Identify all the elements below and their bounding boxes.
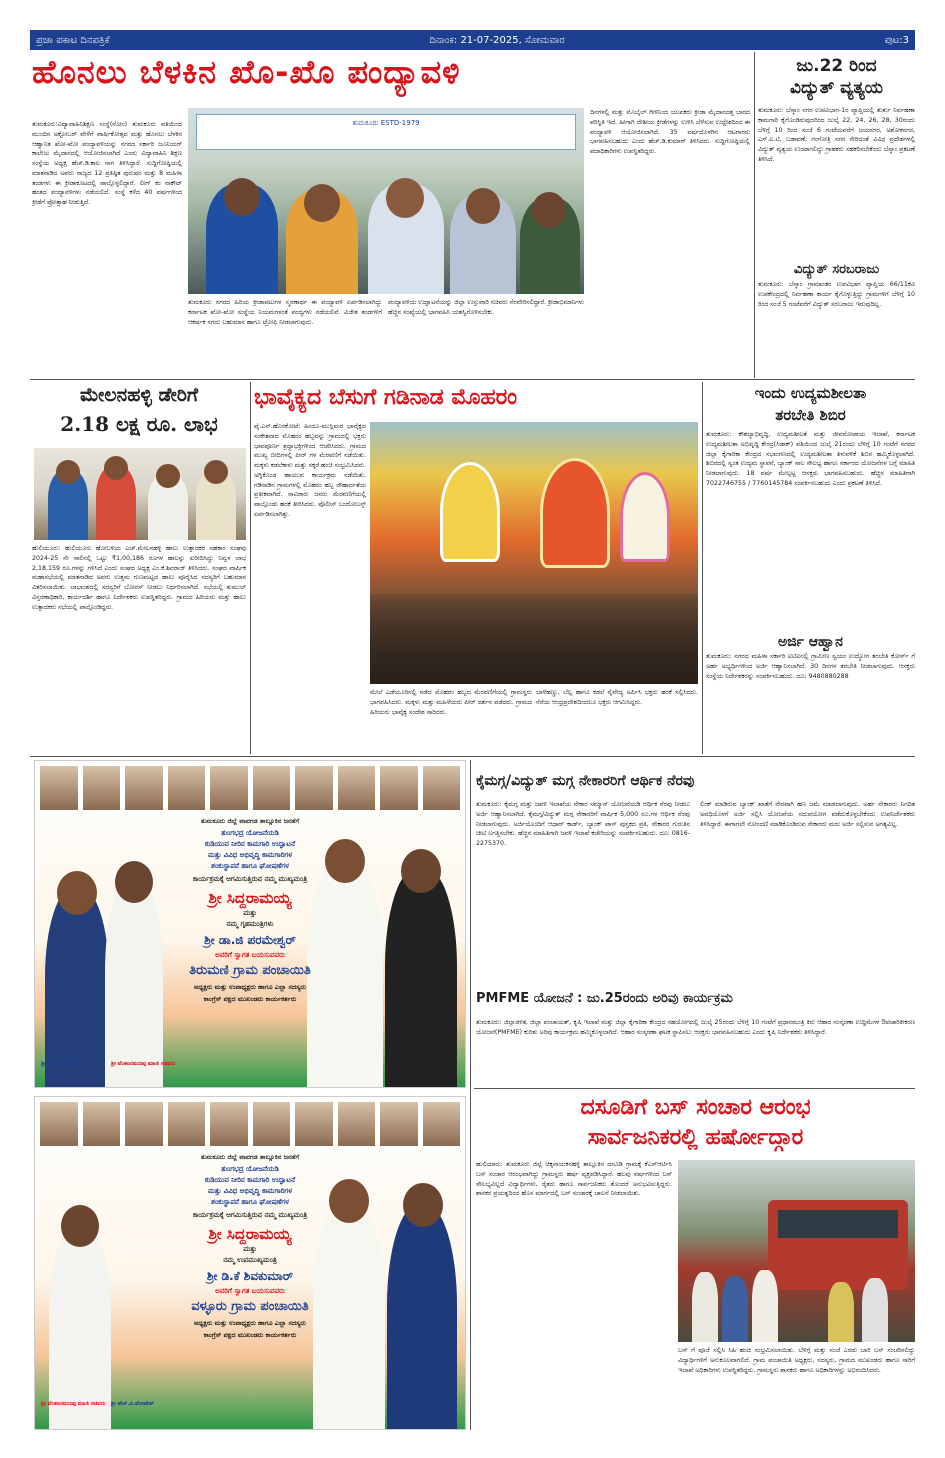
ad1-line-6: ಕಾರ್ಯಕ್ರಮಕ್ಕೆ ಆಗಮಿಸುತ್ತಿರುವ ನಮ್ಮ ಮುಖ್ಯಮಂತ್ರಿ (192, 875, 308, 883)
ad1-line-4: ಮತ್ತು ವಿವಿಧ ಅಭಿವೃದ್ಧಿ ಕಾಮಗಾರಿಗಳ (207, 851, 293, 859)
ad1-line-10: ಕಾಂಗ್ರೆಸ್ ಪಕ್ಷದ ಮುಖಂಡರು ಕಾರ್ಯಕರ್ತರು (203, 995, 297, 1003)
moharram-procession-photo (370, 422, 698, 684)
power-supply-body: ತುಮಕೂರು: ಬೆಸ್ಕಾಂ ಗ್ರಾಮಾಂತರ ಉಪವಿಭಾಗ ವ್ಯಾಪ್ತಿಯ 66/11ಕೆವಿ ಉಪಕೇಂದ್ರದಲ್ಲಿ ನಿರ್ವಹಣಾ ಕಾರ್ಯ ಕೈಗೊಳ್ಳುತ್ತಿದ್ದು ಗ್ರಾಮಗಳಿಗೆ ಬೆಳಿಗ್ಗೆ 10 ರಿಂದ ಸಂಜೆ 5 ಗಂಟೆವರೆಗೆ ವಿದ್ಯುತ್ ಸರಬರಾಜು ಇರುವುದಿಲ್ಲ. (758, 281, 915, 308)
moharram-body: ಪೈ.ಎನ್.ಹೊಸಕೋಟೆ: ಹಿಂದೂ-ಮುಸ್ಲಿಮರ ಭಾವೈಕ್ಯದ ಸಂಕೇತವಾದ ಮೊಹರಂ ಹಬ್ಬವನ್ನು ಗ್ರಾಮದಲ್ಲಿ ಭಕ್ತರು ಭಾವಪೂರ್ಣ ಶ್ರದ್ಧಾಭಕ್ತಿಗಳಿಂದ ಆಚರಿಸಿದರು. ಗ್ರಾಮದ ಮುಖ್ಯ ಬೀದಿಗಳಲ್ಲಿ ಪೀರ್ ಗಳ ಮೆರವಣಿಗೆ ನಡೆಯಿತು. ಮಕ್ಕಳು ಕಡಲೆಕಾಳು ಮತ್ತು ಸಕ್ಕರೆ ಹಂಚಿ ಸಂಭ್ರಮಿಸಿದರು. ಅಗ್ನಿಕೊಂಡ ಹಾಯುವ ಕಾರ್ಯಕ್ರಮ ನಡೆಯಿತು. ಗಡಿನಾಡಿನ ಗ್ರಾಮಗಳಲ್ಲಿ ಮೊಹರಂ ಹಬ್ಬ ಸೌಹಾರ್ದತೆಯ ಪ್ರತೀಕವಾಗಿದೆ. ಸಾವಿರಾರು ಜನರು ಮೆರವಣಿಗೆಯಲ್ಲಿ ಪಾಲ್ಗೊಂಡು ಹರಕೆ ತೀರಿಸಿದರು. ಪೊಲೀಸ್ ಬಂದೋಬಸ್ತ್ ಏರ್ಪಡಿಸಲಾಗಿತ್ತು. (254, 423, 366, 518)
bus-body: ಹುಲಿಯಾರು: ತುಮಕೂರು ಜಿಲ್ಲೆ ಚಿಕ್ಕನಾಯಕನಹಳ್ಳಿ ತಾಲ್ಲೂಕಿನ ದಸೂಡಿ ಗ್ರಾಮಕ್ಕೆ ಕೆಎಸ್ಆರ್ಟಿಸಿ ಬಸ್ ಸಂಚಾರ ಆರಂಭವಾಗಿದ್ದು ಗ್ರಾಮಸ್ಥರು ಹರ್ಷ ವ್ಯಕ್ತಪಡಿಸಿದ್ದಾರೆ. ಹಲವು ವರ್ಷಗಳಿಂದ ಬಸ್ ಸೌಲಭ್ಯವಿಲ್ಲದೆ ವಿದ್ಯಾರ್ಥಿಗಳು, ರೈತರು ಹಾಗೂ ಸಾರ್ವಜನಿಕರು ತೊಂದರೆ ಅನುಭವಿಸುತ್ತಿದ್ದರು. ಶಾಸಕರ ಪ್ರಯತ್ನದಿಂದ ಹೊಸ ಮಾರ್ಗದಲ್ಲಿ ಬಸ್ ಸಂಚಾರಕ್ಕೆ ಚಾಲನೆ ನೀಡಲಾಯಿತು. (476, 1161, 672, 1198)
ad2-dcm-name: ಶ್ರೀ ಡಿ.ಕೆ ಶಿವಕುಮಾರ್ (206, 1269, 294, 1283)
bus-launch-photo (678, 1160, 915, 1342)
ad1-village: ತಿರುಮಣಿ ಗ್ರಾಮ ಪಂಚಾಯಿತಿ (189, 963, 311, 978)
weavers-headline: ಕೈಮಗ್ಗ/ವಿದ್ಯುತ್ ಮಗ್ಗ ನೇಕಾರರಿಗೆ ಆರ್ಥಿಕ ನೆರವು (476, 773, 695, 789)
ad2-figure-1-caption: ಶ್ರೀ ವೆಂಕಟರಮಣಪ್ಪ ಮಾಜಿ ಸಚಿವರು (41, 1401, 106, 1407)
ad2-line-3: ಕುಡಿಯುವ ನೀರಿನ ಕಾಮಗಾರಿ ಉದ್ಘಾಟನೆ (204, 1176, 296, 1184)
bus-body-2: ಬಸ್ ಗೆ ಪೂಜೆ ಸಲ್ಲಿಸಿ ಸಿಹಿ ಹಂಚಿ ಸಂಭ್ರಮಿಸಲಾಯಿತು. ಬೆಳಿಗ್ಗೆ ಮತ್ತು ಸಂಜೆ ಎರಡು ಬಾರಿ ಬಸ್ ಸಂಚರಿಸಲಿದ್ದು ವಿದ್ಯಾರ್ಥಿಗಳಿಗೆ ಅನುಕೂಲವಾಗಲಿದೆ. ಗ್ರಾಮ ಪಂಚಾಯಿತಿ ಅಧ್ಯಕ್ಷರು, ಸದಸ್ಯರು, ಗ್ರಾಮದ ಮುಖಂಡರು ಹಾಗೂ ಸಾರಿಗೆ ಇಲಾಖೆ ಅಧಿಕಾರಿಗಳು ಉಪಸ್ಥಿತರಿದ್ದರು. ಗ್ರಾಮಸ್ಥರು ಶಾಸಕರು ಹಾಗೂ ಅಧಿಕಾರಿಗಳನ್ನು ಅಭಿನಂದಿಸಿದರು. (678, 1347, 915, 1374)
dairy-headline-1: ಮೇಲನಹಳ್ಳಿ ಡೇರಿಗೆ (80, 384, 198, 406)
kho-kho-col3: ಪಂದ್ಯಾವಳಿಯ ಉದ್ಘಾಟನೆಯನ್ನು ಜಿಲ್ಲಾ ಉಸ್ತುವಾರಿ ಸಚಿವರು ನೆರವೇರಿಸಲಿದ್ದಾರೆ. ಕ್ರೀಡಾಭಿಮಾನಿಗಳು ಹೆಚ್ಚಿನ ಸಂಖ್ಯೆಯಲ್ಲಿ ಭಾಗವಹಿಸಿ ಯಶಸ್ವಿಗೊಳಿಸಬೇಕು. (388, 299, 584, 316)
training-headline-1: ಇಂದು ಉದ್ಯಮಶೀಲತಾ (754, 384, 867, 402)
paper-name: ಪ್ರಜಾ ಪಕಾಟ ದಿನಪತ್ರಿಕೆ (36, 34, 110, 46)
ad1-minister-name: ಶ್ರೀ ಡಾ.ಜಿ ಪರಮೇಶ್ವರ್ (204, 933, 296, 947)
training-headline-2: ತರಬೇತಿ ಶಿಬಿರ (775, 406, 846, 424)
weavers-body: ತುಮಕೂರು: ಕೈಮಗ್ಗ ಮತ್ತು ಜವಳಿ ಇಲಾಖೆಯ ನೇಕಾರ ಸಮ್ಮಾನ್ ಯೋಜನೆಯಡಿ ಆರ್ಥಿಕ ನೆರವು ನೀಡಲು ಅರ್ಜಿ ಆಹ್ವಾನಿಸಲಾಗಿದೆ. ಕೈಮಗ್ಗ/ವಿದ್ಯುತ್ ಮಗ್ಗ ನೇಕಾರರಿಗೆ ವಾರ್ಷಿಕ 5,000 ರೂ.ಗಳ ಆರ್ಥಿಕ ನೆರವು ನೀಡಲಾಗುವುದು. ಅರ್ಜಿಯೊಂದಿಗೆ ಆಧಾರ್ ಕಾರ್ಡ್, ಬ್ಯಾಂಕ್ ಪಾಸ್ ಪುಸ್ತಕದ ಪ್ರತಿ, ನೇಕಾರರ ಗುರುತಿನ ಚೀಟಿ ಲಗತ್ತಿಸಬೇಕು. ಹೆಚ್ಚಿನ ಮಾಹಿತಿಗಾಗಿ ಜವಳಿ ಇಲಾಖೆ ಕಚೇರಿಯನ್ನು ಸಂಪರ್ಕಿಸಬಹುದು. ದೂ: 0816-2275370. (476, 801, 690, 847)
kho-kho-press-photo (188, 108, 584, 294)
ad2-line-10: ಕಾಂಗ್ರೆಸ್ ಪಕ್ಷದ ಮುಖಂಡರು ಕಾರ್ಯಕರ್ತರು (203, 1331, 297, 1339)
ad1-figure-1-caption: ಶ್ರೀ ಹೆಚ್.ವಿ.ವೆಂಕಟೇಶ್ (41, 1061, 84, 1067)
weavers-body-2: ಲಿಂಕ್ ಮಾಡಿರುವ ಬ್ಯಾಂಕ್ ಖಾತೆಗೆ ನೇರವಾಗಿ ಹಣ ಜಮೆ ಮಾಡಲಾಗುವುದು. ಅರ್ಹ ನೇಕಾರರು ನಿಗದಿತ ಅವಧಿಯೊಳಗೆ ಅರ್ಜಿ ಸಲ್ಲಿಸಿ ಯೋಜನೆಯ ಸದುಪಯೋಗ ಪಡೆದುಕೊಳ್ಳಬೇಕೆಂದು ಉಪನಿರ್ದೇಶಕರು ತಿಳಿಸಿದ್ದಾರೆ. ಈಗಾಗಲೇ ನೋಂದಣಿ ಮಾಡಿಕೊಂಡಿರುವ ನೇಕಾರರು ಮರು ಅರ್ಜಿ ಸಲ್ಲಿಸುವ ಅಗತ್ಯವಿಲ್ಲ. (700, 801, 915, 828)
ad2-line-4: ಮತ್ತು ವಿವಿಧ ಅಭಿವೃದ್ಧಿ ಕಾಮಗಾರಿಗಳ (207, 1187, 293, 1195)
ad2-cm-name: ಶ್ರೀ ಸಿದ್ದರಾಮಯ್ಯ (208, 1225, 292, 1243)
application-subhead: ಅರ್ಜಿ ಆಹ್ವಾನ (778, 634, 843, 650)
ad1-cm-name: ಶ್ರೀ ಸಿದ್ದರಾಮಯ್ಯ (208, 889, 292, 907)
moharram-caption-1: ಮೇಲೆ ಎಡೆಯೂರಿನಲ್ಲಿ ನಡೆದ ಮೊಹರಂ ಹಬ್ಬದ ಮೆರವಣಿಗೆಯಲ್ಲಿ ಗ್ರಾಮಸ್ಥರು ಭಾಗವಹಿಸಿದರು. ಮಕ್ಕಳು ಮತ್ತು ಮಹಿಳೆಯರು ಪೀರ್ ದರ್ಶನ ಪಡೆದರು. ಗ್ರಾಮದ ಹಿರಿಯರು ಭಾವೈಕ್ಯ ಸಂದೇಶ ಸಾರಿದರು. (370, 689, 532, 716)
moharram-headline: ಭಾವೈಕ್ಯದ ಬೆಸುಗೆ ಗಡಿನಾಡ ಮೊಹರಂ (254, 385, 518, 410)
bus-headline-1: ದಸೂಡಿಗೆ ಬಸ್ ಸಂಚಾರ ಆರಂಭ (580, 1095, 811, 1120)
ad2-line-1: ತುಮಕೂರು ಜಿಲ್ಲೆ ಪಾವಗಡ ತಾಲ್ಲೂಕಿನ ಜನತೆಗೆ (200, 1153, 300, 1161)
ad2-line-5: ಶಂಕುಸ್ಥಾಪನೆ ಹಾಗೂ ಘೋಷಣೆಗಳ (211, 1198, 289, 1206)
kho-kho-col2: ತುಮಕೂರು ನಗರದ ಹಿರಿಯ ಕ್ರೀಡಾಪಟುಗಳ ಸ್ಮರಣಾರ್ಥ ಈ ಪಂದ್ಯಾವಳಿ ಏರ್ಪಡಿಸಲಾಗಿದ್ದು ಕರ್ನಾಟಕ ಖೋ-ಖೋ ಸಂಸ್ಥೆಯ ನಿಯಮಗಳಂತೆ ಪಂದ್ಯಗಳು ನಡೆಯಲಿವೆ. ವಿಜೇತ ತಂಡಗಳಿಗೆ ಆಕರ್ಷಕ ನಗದು ಬಹುಮಾನ ಹಾಗೂ ಟ್ರೋಫಿ ನೀಡಲಾಗುವುದು. (188, 299, 382, 326)
dairy-award-photo (34, 448, 246, 540)
ad2-line-9: ಅಧ್ಯಕ್ಷರು ಮತ್ತು ಉಪಾಧ್ಯಕ್ಷರು ಹಾಗೂ ಎಲ್ಲಾ ಸದಸ್ಯರು (194, 1319, 306, 1327)
political-ad-1 (34, 760, 466, 1088)
ad1-line-7: ನಮ್ಮ ಗೃಹಮಂತ್ರಿಗಳು (226, 920, 274, 928)
ad2-figure-2-caption: ಶ್ರೀ ಹೆಚ್.ವಿ.ವೆಂಕಟೇಶ್ (111, 1401, 154, 1407)
kho-kho-col1: ತುಮಕೂರು:ವಿದ್ಯಾವಾಹಿನಿಶಿಕ್ಷಣ ಸಂಸ್ಥೆ(ನೋಂ) ತುಮಕೂರು ವತಿಯಿಂದ ಮುಂದಿನ ಅಕ್ಟೋಬರ್ ವೇಳೆಗೆ ವಾರ್ಷಿಕೋತ್ಸವ ಮತ್ತು ಹೊನಲು ಬೆಳಕಿನ ಆಹ್ವಾನಿತ ಖೋ-ಖೋ ಪಂದ್ಯಾವಳಿಯನ್ನು ನಗರದ ಸರ್ಕಾರಿ ಜೂನಿಯರ್ ಕಾಲೇಜು ಮೈದಾನದಲ್ಲಿ ಆಯೋಜಿಸಲಾಗಿದೆ ಎಂದು ವಿದ್ಯಾವಾಹಿನಿ ಶಿಕ್ಷಣ ಸಂಸ್ಥೆಯ ಅಧ್ಯಕ್ಷ ಹೆಚ್.ಡಿ.ಕಾಲ ನಾಗ ತಿಳಿಸಿದ್ದಾರೆ. ಸುದ್ದಿಗೋಷ್ಠಿಯಲ್ಲಿ ಮಾತನಾಡಿದ ಅವರು ರಾಜ್ಯದ 12 ಪ್ರತಿಷ್ಠಿತ ಪುರುಷರ ಮತ್ತು 8 ಮಹಿಳಾ ತಂಡಗಳು ಈ ಕ್ರೀಡಾಕೂಟದಲ್ಲಿ ಪಾಲ್ಗೊಳ್ಳಲಿದ್ದಾರೆ. ಲೀಗ್ ಕಂ ನಾಕೌಟ್ ಹಂತದ ಪಂದ್ಯಾವಳಿಗಳು ನಡೆಯಲಿದೆ. ಸಂಸ್ಥೆ ಕಳೆದ 40 ವರ್ಷಗಳಿಂದ ಕ್ರೀಡೆಗೆ ಪ್ರೋತ್ಸಾಹ ನೀಡುತ್ತಿದೆ. (32, 121, 182, 206)
masthead-strip (30, 30, 915, 50)
power-cut-body: ತುಮಕೂರು: ಬೆಸ್ಕಾಂ ನಗರ ಉಪವಿಭಾಗ-1ರ ವ್ಯಾಪ್ತಿಯಲ್ಲಿ ತುರ್ತು ನಿರ್ವಹಣಾ ಕಾಮಗಾರಿ ಕೈಗೊಂಡಿರುವುದರಿಂದ ಜುಲೈ 22, 24, 26, 28, 30ರಂದು ಬೆಳಿಗ್ಗೆ 10 ರಿಂದ ಸಂಜೆ 6 ಗಂಟೆಯವರೆಗೆ ಜಯನಗರ, ಅಶೋಕನಗರ, ಎಸ್.ಐ.ಟಿ. ಬಡಾವಣೆ, ಗಂಗೋತ್ರಿ ನಗರ ಸೇರಿದಂತೆ ವಿವಿಧ ಪ್ರದೇಶಗಳಲ್ಲಿ ವಿದ್ಯುತ್ ವ್ಯತ್ಯಯ ಉಂಟಾಗಲಿದ್ದು ಗ್ರಾಹಕರು ಸಹಕರಿಸಬೇಕೆಂದು ಬೆಸ್ಕಾಂ ಪ್ರಕಟಣೆ ತಿಳಿಸಿದೆ. (758, 107, 915, 163)
moharram-caption-2: ಬಾಳೆಹಣ್ಣು, ಬೆಲ್ಲ ಹಾಗೂ ಕಡಲೆ ನೈವೇದ್ಯ ಅರ್ಪಿಸಿ ಭಕ್ತರು ಹರಕೆ ಸಲ್ಲಿಸಿದರು. ನೆರೆಯ ಆಂಧ್ರಪ್ರದೇಶದಿಂದಲೂ ಭಕ್ತರು ಆಗಮಿಸಿದ್ದರು. (536, 689, 698, 706)
ad2-and: ಮತ್ತು (243, 1245, 257, 1253)
power-supply-subhead: ವಿದ್ಯುತ್ ಸರಬರಾಜು (793, 262, 880, 277)
ad1-line-5: ಶಂಕುಸ್ಥಾಪನೆ ಹಾಗೂ ಘೋಷಣೆಗಳ (211, 862, 289, 870)
leaders-row (39, 765, 461, 811)
application-body: ತುಮಕೂರು: ನಗರದ ಮಹಿಳಾ ಸರ್ಕಾರಿ ಐಟಿಐನಲ್ಲಿ ಗ್ರಾಮೀಣ ಸ್ವಯಂ ಉದ್ಯೋಗ ತರಬೇತಿ ಕೋರ್ಸ್ ಗೆ ಅರ್ಹ ಅಭ್ಯರ್ಥಿಗಳಿಂದ ಅರ್ಜಿ ಆಹ್ವಾನಿಸಲಾಗಿದೆ. 30 ದಿನಗಳ ತರಬೇತಿ ನೀಡಲಾಗುವುದು. ಆಸಕ್ತರು ಸಂಸ್ಥೆಯ ನಿರ್ದೇಶಕರನ್ನು ಸಂಪರ್ಕಿಸಬಹುದು. ದೂ: 9480880288 (706, 653, 915, 680)
ad1-line-3: ಕುಡಿಯುವ ನೀರಿನ ಕಾಮಗಾರಿ ಉದ್ಘಾಟನೆ (204, 840, 296, 848)
dairy-body: ಹುಲಿಯೂರು: ಹುಲಿಯೂರು ಹೋಬಳಿಯ ಎಚ್.ಮೇಲನಹಳ್ಳಿ ಹಾಲು ಉತ್ಪಾದಕರ ಸಹಕಾರ ಸಂಘವು 2024-25 ನೇ ಸಾಲಿನಲ್ಲಿ ಒಟ್ಟು ₹1,00,186 ರೂಗಳ ಹಾಲನ್ನು ಖರೀದಿಸಿದ್ದು ನಿವ್ವಳ ಲಾಭ 2,18,159 ರೂ.ಗಳನ್ನು ಗಳಿಸಿದೆ ಎಂದು ಸಂಘದ ಅಧ್ಯಕ್ಷ ಎಂ.ಕೆ.ಶಿವರಾಜ್ ತಿಳಿಸಿದರು. ಸಂಘದ ವಾರ್ಷಿಕ ಮಹಾಸಭೆಯಲ್ಲಿ ಮಾತನಾಡಿದ ಅವರು ಉತ್ತಮ ಗುಣಮಟ್ಟದ ಹಾಲು ಪೂರೈಸಿದ ಸದಸ್ಯರಿಗೆ ಬಹುಮಾನ ವಿತರಿಸಲಾಯಿತು. ಲಾಭಾಂಶದಲ್ಲಿ ಸದಸ್ಯರಿಗೆ ಬೋನಸ್ ನೀಡಲು ನಿರ್ಧರಿಸಲಾಗಿದೆ. ಸಭೆಯಲ್ಲಿ ತುಮುಲ್ ವಿಸ್ತರಣಾಧಿಕಾರಿ, ಕಾರ್ಯದರ್ಶಿ ಹಾಗೂ ನಿರ್ದೇಶಕರು ಉಪಸ್ಥಿತರಿದ್ದರು. ಗ್ರಾಮದ ಹಿರಿಯರು ಮತ್ತು ಹಾಲು ಉತ್ಪಾದಕರು ಸಭೆಯಲ್ಲಿ ಪಾಲ್ಗೊಂಡಿದ್ದರು. (32, 545, 246, 611)
kho-kho-col4: ದಿನಗಳಲ್ಲಿ ಮತ್ತು ಮೊಬೈಲ್ ಗೀಳಿನಿಂದ ಯುವಕರು ಕ್ರೀಡಾ ಮೈದಾನದತ್ತ ಬಾರದ ಪರಿಸ್ಥಿತಿ ಇದೆ. ಹೀಗಾಗಿ ದೇಶೀಯ ಕ್ರೀಡೆಗಳನ್ನು ಉಳಿಸಿ ಬೆಳೆಸುವ ಉದ್ದೇಶದಿಂದ ಈ ಪಂದ್ಯಾವಳಿ ಆಯೋಜಿಸಲಾಗಿದೆ. 35 ವರ್ಷದೊಳಗಿನ ಆಟಗಾರರು ಭಾಗವಹಿಸಬಹುದು ಎಂದು ಹೆಚ್.ಡಿ.ಕುಮಾರ್ ತಿಳಿಸಿದರು. ಸುದ್ದಿಗೋಷ್ಠಿಯಲ್ಲಿ ಪದಾಧಿಕಾರಿಗಳು ಉಪಸ್ಥಿತರಿದ್ದರು. (590, 109, 750, 155)
leaders-row-2 (39, 1101, 461, 1147)
ad1-line-9: ಅಧ್ಯಕ್ಷರು ಮತ್ತು ಉಪಾಧ್ಯಕ್ಷರು ಹಾಗೂ ಎಲ್ಲಾ ಸದಸ್ಯರು (194, 983, 306, 991)
training-body: ತುಮಕೂರು: ಕೌಶಲ್ಯಾಭಿವೃದ್ಧಿ, ಉದ್ಯಮಶೀಲತೆ ಮತ್ತು ಜೀವನೋಪಾಯ ಇಲಾಖೆ, ಕರ್ನಾಟಕ ಉದ್ಯಮಶೀಲತಾ ಅಭಿವೃದ್ಧಿ ಕೇಂದ್ರ(ಸಿಡಾಕ್) ವತಿಯಿಂದ ಜುಲೈ 21ರಂದು ಬೆಳಿಗ್ಗೆ 10 ಗಂಟೆಗೆ ನಗರದ ಜಿಲ್ಲಾ ಕೈಗಾರಿಕಾ ಕೇಂದ್ರದ ಸಭಾಂಗಣದಲ್ಲಿ ಉದ್ಯಮಶೀಲತಾ ತಿಳುವಳಿಕೆ ಶಿಬಿರ ಹಮ್ಮಿಕೊಳ್ಳಲಾಗಿದೆ. ಶಿಬಿರದಲ್ಲಿ ಸ್ವಂತ ಉದ್ಯಮ ಸ್ಥಾಪನೆ, ಬ್ಯಾಂಕ್ ಸಾಲ ಸೌಲಭ್ಯ ಹಾಗೂ ಸರ್ಕಾರದ ಯೋಜನೆಗಳ ಬಗ್ಗೆ ಮಾಹಿತಿ ನೀಡಲಾಗುವುದು. 18 ವರ್ಷ ಮೇಲ್ಪಟ್ಟ ಆಸಕ್ತರು ಭಾಗವಹಿಸಬಹುದು. ಹೆಚ್ಚಿನ ಮಾಹಿತಿಗಾಗಿ 7022746755 / 7760145784 ಸಂಪರ್ಕಿಸಬಹುದು ಎಂದು ಪ್ರಕಟಣೆ ತಿಳಿಸಿದೆ. (706, 431, 915, 487)
bus-headline-2: ಸಾರ್ವಜನಿಕರಲ್ಲಿ ಹರ್ಷೋದ್ಗಾರ (587, 1125, 804, 1150)
dairy-headline-2: 2.18 ಲಕ್ಷ ರೂ. ಲಾಭ (60, 412, 218, 436)
pmfme-headline: PMFME ಯೋಜನೆ : ಜು.25ರಂದು ಅರಿವು ಕಾರ್ಯಕ್ರಮ (476, 991, 733, 1006)
ad1-line-1: ತುಮಕೂರು ಜಿಲ್ಲೆ ಪಾವಗಡ ತಾಲ್ಲೂಕಿನ ಜನತೆಗೆ (200, 817, 300, 825)
political-ad-2 (34, 1096, 466, 1430)
pmfme-body: ತುಮಕೂರು: ಜಿಲ್ಲಾಡಳಿತ, ಜಿಲ್ಲಾ ಪಂಚಾಯತ್, ಕೃಷಿ ಇಲಾಖೆ ಮತ್ತು ಜಿಲ್ಲಾ ಕೈಗಾರಿಕಾ ಕೇಂದ್ರದ ಸಹಯೋಗದಲ್ಲಿ ಜುಲೈ 25ರಂದು ಬೆಳಿಗ್ಗೆ 10 ಗಂಟೆಗೆ ಪ್ರಧಾನಮಂತ್ರಿ ಕಿರು ಆಹಾರ ಸಂಸ್ಕರಣಾ ಉದ್ದಿಮೆಗಳ ಔಪಚಾರಿಕೀಕರಣ ಯೋಜನೆ(PMFME) ಕುರಿತು ಅರಿವು ಕಾರ್ಯಕ್ರಮ ಹಮ್ಮಿಕೊಳ್ಳಲಾಗಿದೆ. ಆಹಾರ ಸಂಸ್ಕರಣಾ ಘಟಕ ಸ್ಥಾಪಿಸಲು ಆಸಕ್ತರು ಭಾಗವಹಿಸಬಹುದು ಎಂದು ಕೃಷಿ ನಿರ್ದೇಶಕರು ತಿಳಿಸಿದ್ದಾರೆ. (476, 1019, 915, 1036)
page-number: ಪುಟ:3 (884, 34, 909, 46)
ad2-village: ವಳ್ಳೂರು ಗ್ರಾಮ ಪಂಚಾಯಿತಿ (191, 1299, 309, 1314)
power-cut-headline-2: ವಿದ್ಯುತ್ ವ್ಯತ್ಯಯ (790, 78, 883, 98)
ad1-figure-2-caption: ಶ್ರೀ ವೆಂಕಟರಮಣಪ್ಪ ಮಾಜಿ ಸಚಿವರು (111, 1061, 176, 1067)
ad2-line-8: ಅವರಿಗೆ ಸ್ವಾಗತ ಬಯಸುವವರು (215, 1287, 285, 1295)
issue-date: ದಿನಾಂಕ: 21-07-2025, ಸೋಮವಾರ (429, 34, 565, 46)
kho-kho-headline: ಹೊನಲು ಬೆಳಕಿನ ಖೊ-ಖೊ ಪಂದ್ಯಾವಳಿ (32, 53, 461, 91)
power-cut-headline-1: ಜು.22 ರಿಂದ (796, 56, 877, 76)
ad2-line-2: ತುಂಗಭದ್ರ ಯೋಜನೆಯಡಿ (221, 1165, 279, 1173)
ad1-line-8: ಅವರಿಗೆ ಸ್ವಾಗತ ಬಯಸುವವರು (215, 951, 285, 959)
ad1-line-2: ತುಂಗಭದ್ರ ಯೋಜನೆಯಡಿ (221, 829, 279, 837)
ad2-line-7: ನಮ್ಮ ಉಪಮುಖ್ಯಮಂತ್ರಿ (223, 1256, 277, 1264)
ad2-line-6: ಕಾರ್ಯಕ್ರಮಕ್ಕೆ ಆಗಮಿಸುತ್ತಿರುವ ನಮ್ಮ ಮುಖ್ಯಮಂತ್ರಿ (192, 1211, 308, 1219)
photo-banner: ತುಮಕೂರು ESTD-1979 (196, 114, 576, 150)
newspaper-page (30, 30, 915, 1430)
ad1-and: ಮತ್ತು (243, 909, 257, 917)
